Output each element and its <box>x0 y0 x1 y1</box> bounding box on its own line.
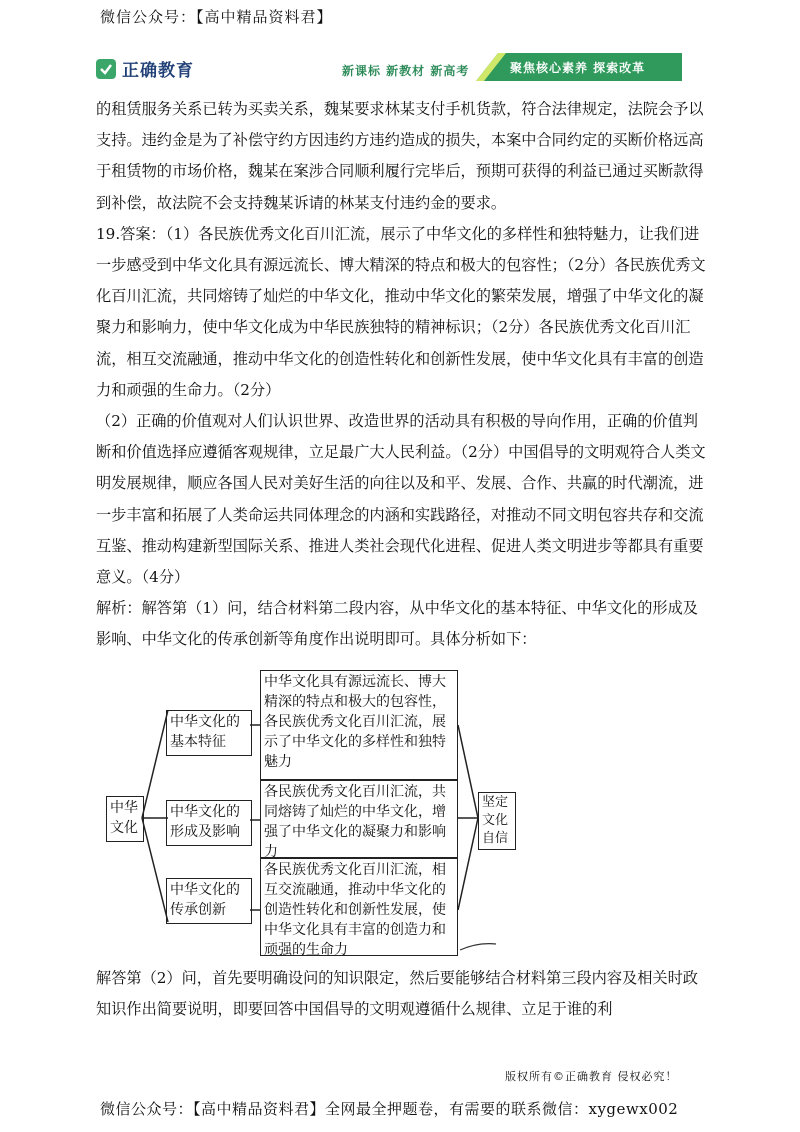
answer-body-continued <box>96 963 706 1025</box>
paragraph: 解答第（2）问，首先要明确设问的知识限定，然后要能够结合材料第三段内容及相关时政知识作出简要说明，即要回答中国倡导的文明观遵循什么规律、立足于谁的利 <box>96 969 698 1019</box>
diagram-root: 中华文化 <box>106 796 144 842</box>
diagram-detail: 各民族优秀文化百川汇流，相互交流融通，推动中华文化的创造性转化和创新性发展，使中华文化具有丰富的创造力和顽强的生命力 <box>260 858 458 956</box>
diagram-detail: 各民族优秀文化百川汇流，共同熔铸了灿烂的中华文化，增强了中华文化的凝聚力和影响力 <box>260 780 458 858</box>
header-wechat: 微信公众号：【高中精品资料君】 <box>100 8 333 26</box>
diagram-detail: 中华文化具有源远流长、博大精深的特点和极大的包容性，各民族优秀文化百川汇流，展示了中华文化的多样性和独特魅力 <box>260 670 458 780</box>
footer-wechat: 微信公众号：【高中精品资料君】全网最全押题卷，有需要的联系微信：xygewx002 <box>100 1100 679 1118</box>
slogan-banner-text: 聚焦核心素养 探索改革 <box>510 61 646 75</box>
answer-body <box>96 94 706 656</box>
diagram-branch: 中华文化的传承创新 <box>166 878 252 924</box>
paragraph: 的租赁服务关系已转为买卖关系，魏某要求林某支付手机货款，符合法律规定，法院会予以支持。违约金是为了补偿守约方因违约方违约造成的损失，本案中合同约定的买断价格远高于租赁物的市场价格，魏某在案涉合同顺利履行完毕后，预期可获得的利益已通过买断款得到补偿，故法院不会支持魏某诉请的林某支付违约金的要求。 <box>96 100 704 212</box>
diagram-branch: 中华文化的基本特征 <box>166 710 252 756</box>
analysis-diagram <box>98 660 518 960</box>
diagram-result: 坚定文化自信 <box>478 792 516 850</box>
slogan-banner <box>476 53 682 81</box>
check-icon <box>96 59 116 79</box>
brand-logo <box>96 56 194 81</box>
paragraph: 解析：解答第（1）问，结合材料第二段内容，从中华文化的基本特征、中华文化的形成及影响、中华文化的传承创新等角度作出说明即可。具体分析如下： <box>96 599 698 649</box>
paragraph: 19.答案：（1）各民族优秀文化百川汇流，展示了中华文化的多样性和独特魅力，让我们进一步感受到中华文化具有源远流长、博大精深的特点和极大的包容性；（2分）各民族优秀文化百川汇流，共同熔铸了灿烂的中华文化，推动中华文化的繁荣发展，增强了中华文化的凝聚力和影响力，使中华文化成为中华民族独特的精神标识；（2分）各民族优秀文化百川汇流，相互交流融通，推动中华文化的创造性转化和创新性发展，使中华文化具有丰富的创造力和顽强的生命力。（2分） <box>96 224 706 399</box>
brand-name: 正确教育 <box>122 61 194 81</box>
diagram-branch: 中华文化的形成及影响 <box>166 800 252 846</box>
paragraph: （2）正确的价值观对人们认识世界、改造世界的活动具有积极的导向作用，正确的价值判断和价值选择应遵循客观规律，立足最广大人民利益。（2分）中国倡导的文明观符合人类文明发展规律，顺应各国人民对美好生活的向往以及和平、发展、合作、共赢的时代潮流，进一步丰富和拓展了人类命运共同体理念的内涵和实践路径，对推动不同文明包容共存和交流互鉴、推动构建新型国际关系、推进人类社会现代化进程、促进人类文明进步等都具有重要意义。（4分） <box>96 412 706 587</box>
copyright-notice: 版权所有©正确教育 侵权必究！ <box>505 1070 678 1083</box>
slogan-left: 新课标 新教材 新高考 <box>342 64 470 78</box>
